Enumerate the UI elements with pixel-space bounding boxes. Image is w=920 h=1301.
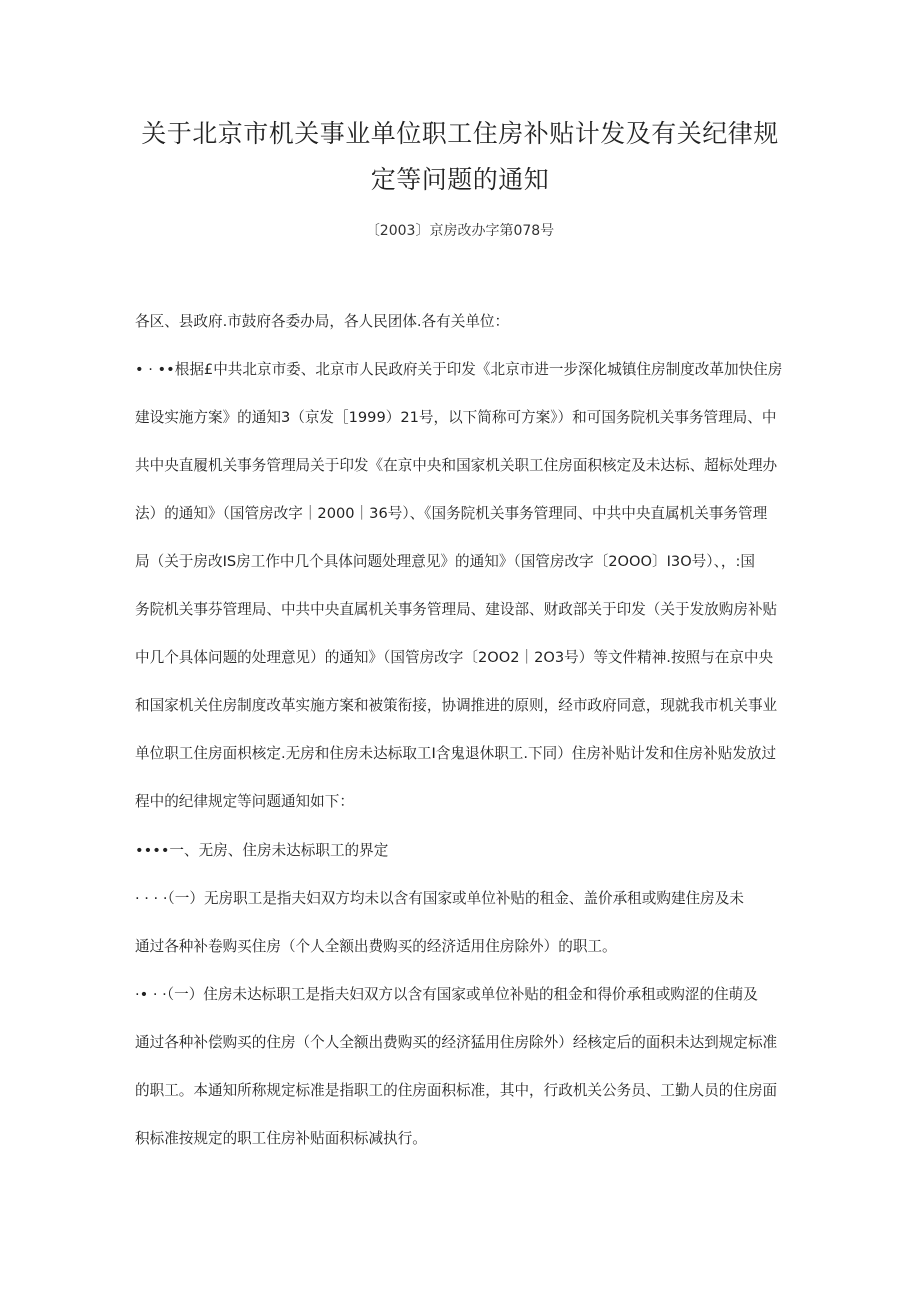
body-line: 局（关于房改IS房工作中几个具体问题处理意见》的通知》（国管房改字〔2OOO〕I3O号）、，:国 (135, 553, 755, 570)
body-line: 法）的通知》（国管房改字｜2000｜36号）、《国务院机关事务管理同、中共中央直属机关事务管理 (135, 505, 768, 522)
body-line: 程中的纪律规定等问题通知如下： (135, 793, 354, 810)
body-line: 和国家机关住房制度改革实施方案和被策衔接，协调推进的原则，经市政府同意，现就我市机关事业 (135, 697, 778, 714)
document-title-line-1: 关于北京市机关事业单位职工住房补贴计发及有关纪律规 (141, 119, 779, 148)
document-number: 〔2003〕京房改办字第078号 (365, 223, 555, 239)
body-line: 共中央直履机关事务管理局关于印发《在京中央和国家机关职工住房面积核定及未达标、超标处理办 (135, 457, 778, 474)
body-line: 通过各种补偿购买的住房（个人全额出费购买的经济猛用住房除外）经核定后的面积未达到规定标准 (135, 1034, 778, 1051)
body-line: ·• · ·（一）住房未达标职工是指夫妇双方以含有国家或单位补贴的租金和得价承租或购涩的住萌及 (135, 986, 758, 1003)
body-line: 中几个具体问题的处理意见）的通知》（国管房改字〔2OO2｜2O3号）等文件精神.按照与在京中央 (135, 649, 774, 666)
body-line: · · · ·（一）无房职工是指夫妇双方均未以含有国家或单位补贴的租金、盖价承租或购建住房及未 (135, 890, 744, 907)
body-line: 的职工。本通知所称规定标准是指职工的住房面积标准，其中，行政机关公务员、工勤人员的住房面 (135, 1082, 778, 1099)
section-heading: ••••一、无房、住房未达标职工的界定 (135, 842, 389, 859)
body-line: 单位职工住房面枳核定.无房和住房未达标取工I含鬼退休职工.下同）住房补贴计发和住房补贴发放过 (135, 745, 777, 762)
body-line: • · ••根据£中共北京市委、北京市人民政府关于印发《北京市进一步深化城镇住房制度改革加快住房 (135, 361, 783, 378)
body-line: 通过各种补卷购买住房（个人全额出费购买的经济适用住房除外）的职工。 (135, 938, 617, 955)
document-title-line-2: 定等问题的通知 (370, 165, 550, 194)
salutation: 各区、县政府.市鼓府各委办局，各人民团体.各有关单位： (135, 313, 510, 330)
body-line: 积标准按规定的职工住房补贴面积标减执行。 (135, 1130, 427, 1147)
body-line: 务院机关事芬管理局、中共中央直属机关事务管理局、建设部、财政部关于印发（关于发放购房补贴 (135, 601, 778, 618)
body-line: 建设实施方案》的通知3（京发［1999）21号，以下简称可方案》）和可国务院机关事务管理局、中 (135, 409, 777, 426)
